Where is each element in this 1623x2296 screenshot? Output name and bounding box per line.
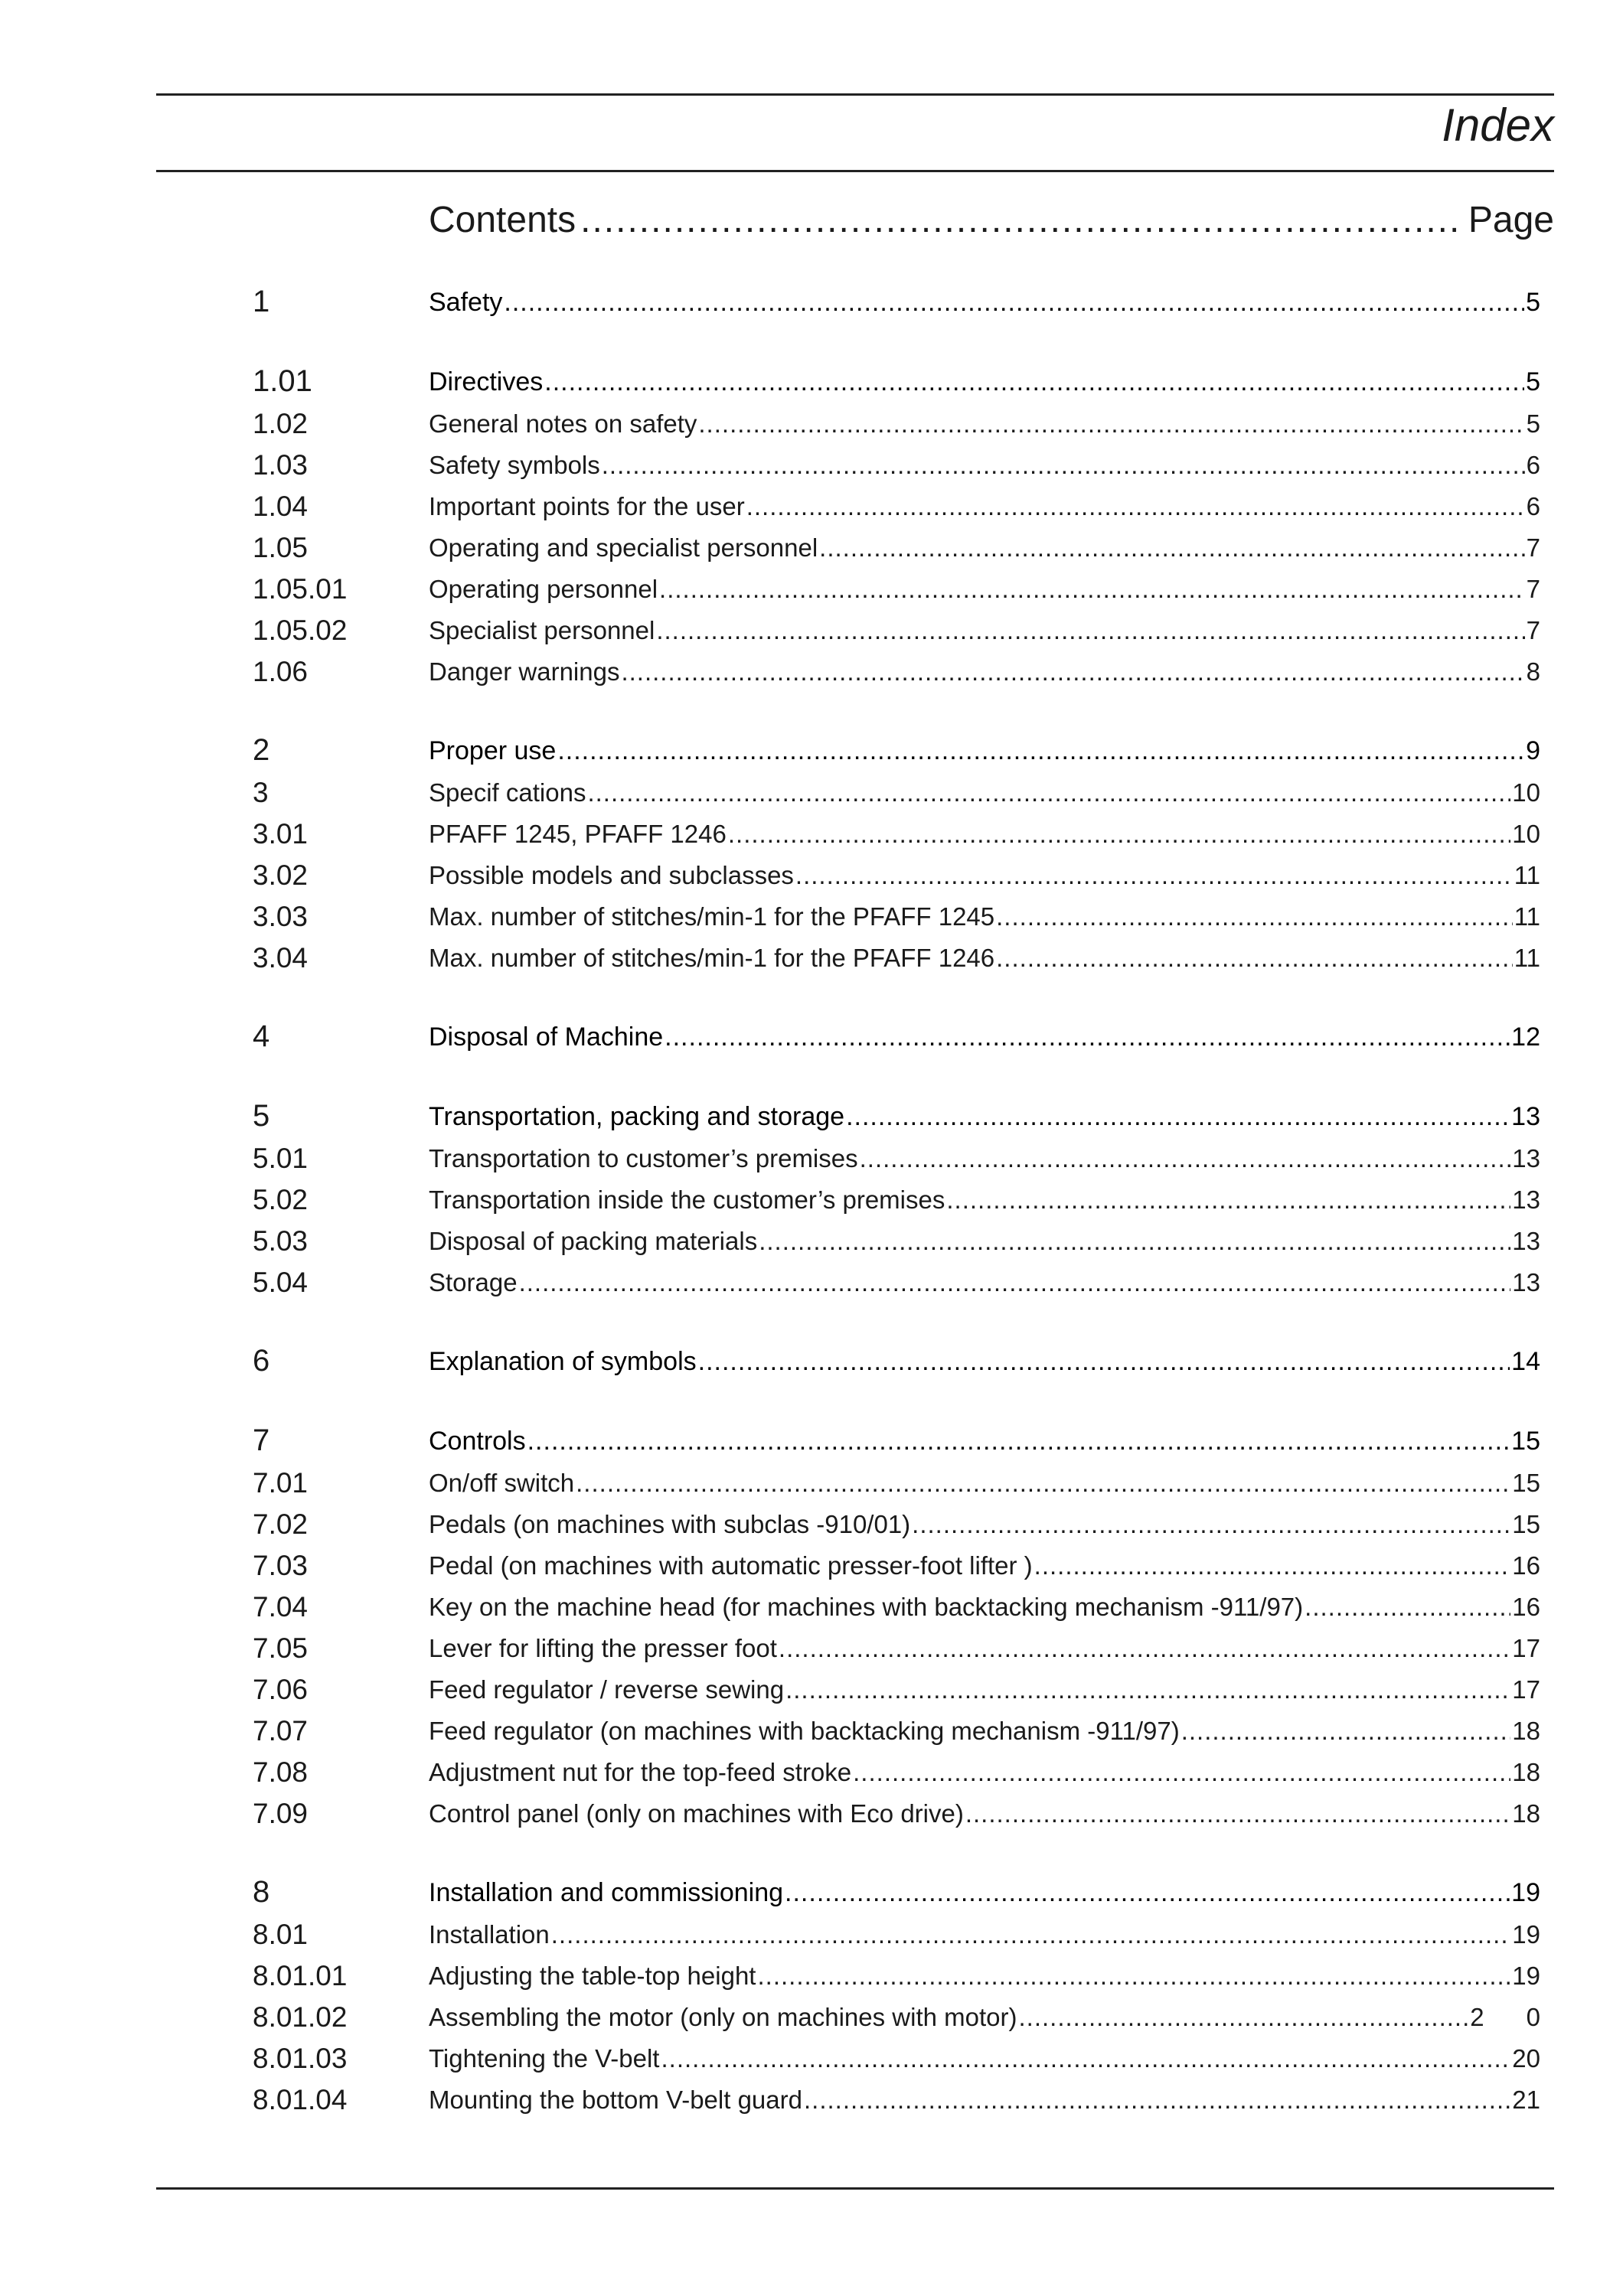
toc-entry-title: General notes on safety [429,409,697,438]
toc-entry-line [429,2045,1540,2073]
toc-entry-line [429,944,1540,972]
toc-entry-page: 5 [1526,287,1540,317]
toc-entry [0,1021,1623,1052]
toc-entry-number: 7.02 [253,1508,309,1540]
toc-entry [0,900,1623,931]
toc-entry-page: 19 [1511,1877,1540,1907]
toc-entry-line [429,452,1540,479]
toc-entry [0,1345,1623,1376]
toc-entry-line [429,534,1540,562]
toc-entry [0,407,1623,438]
toc-entry-line [429,1427,1540,1456]
toc-entry-title: Installation [429,1919,550,1949]
toc-entry [0,531,1623,562]
toc-entry-number: 1.06 [253,656,309,687]
toc-entry-page: 6 [1526,491,1540,520]
toc-entry-line [429,1228,1540,1255]
toc-entry [0,2042,1623,2073]
page-title: Index [1442,99,1554,151]
toc-entry-page: 15 [1512,1468,1540,1497]
toc-entry-leader [785,1879,1510,1907]
toc-entry-line [429,737,1540,765]
toc-entry-line [429,2004,1540,2031]
toc-entry-line [429,658,1540,686]
toc-entry-page: 11 [1514,943,1540,972]
toc-entry-number: 7.09 [253,1798,309,1829]
toc-entry-leader [785,1676,1510,1704]
toc-entry-title: Adjustment nut for the top-feed stroke [429,1757,852,1786]
toc-entry-page: 15 [1511,1426,1540,1456]
toc-entry-number: 2 [253,733,270,767]
toc-entry-page: 2 0 [1470,2002,1540,2031]
toc-entry-number: 3.04 [253,942,309,974]
toc-entry-leader [661,2045,1510,2073]
toc-entry [0,2001,1623,2031]
toc-entry-leader [519,1269,1511,1296]
toc-entry-title: Specialist personnel [429,615,655,644]
toc-entry [0,366,1623,396]
toc-entry-number: 3.01 [253,818,309,850]
toc-entry-page: 6 [1526,450,1540,479]
toc-entry-line [429,1800,1540,1828]
toc-entry-page: 11 [1514,860,1540,889]
toc-entry-number: 1.04 [253,491,309,522]
toc-entry-number: 4 [253,1019,270,1053]
toc-entry-line [429,368,1540,396]
toc-entry-number: 1.05 [253,532,309,563]
toc-entry-page: 10 [1512,778,1540,807]
toc-entry-number: 1.01 [253,364,312,398]
toc-entry-leader [804,2086,1510,2114]
toc-entry-title: On/off switch [429,1468,575,1497]
toc-entry [0,1918,1623,1949]
toc-entry-title: Important points for the user [429,491,745,520]
toc-entry [0,776,1623,807]
toc-entry [0,859,1623,889]
toc-entry-page: 12 [1511,1022,1540,1052]
toc-entry-line [429,1103,1540,1131]
toc-entry-leader [557,737,1524,765]
toc-entry-number: 7.01 [253,1467,309,1499]
toc-entry-page: 18 [1512,1757,1540,1786]
toc-entry-number: 7 [253,1424,270,1457]
toc-entry-line [429,1348,1540,1376]
toc-entry-number: 3.02 [253,859,309,891]
toc-entry-number: 1.03 [253,449,309,481]
toc-entry [0,1425,1623,1456]
toc-entry-leader [996,944,1513,972]
toc-entry-leader [602,452,1525,479]
toc-entry-title: Transportation inside the customer’s premises [429,1185,945,1214]
toc-entry-page: 14 [1511,1346,1540,1376]
toc-entry-title: Mounting the bottom V-belt guard [429,2085,802,2114]
toc-entry-number: 1 [253,285,270,318]
toc-entry-page: 21 [1512,2085,1540,2114]
toc-entry [0,1466,1623,1497]
toc-entry-line [429,1145,1540,1172]
bottom-rule [156,2187,1554,2190]
toc-entry-number: 7.06 [253,1674,309,1705]
toc-entry-title: Transportation to customer’s premises [429,1143,858,1172]
toc-entry-number: 7.04 [253,1591,309,1623]
toc-entry-title: Operating and specialist personnel [429,533,818,562]
toc-entry-line [429,410,1540,438]
toc-entry [0,1673,1623,1704]
toc-entry [0,1549,1623,1580]
toc-entry-line [429,820,1540,848]
toc-entry-line [429,617,1540,644]
toc-entry-number: 8.01.03 [253,2043,348,2074]
toc-entry [0,286,1623,317]
toc-entry-number: 5 [253,1099,270,1133]
toc-entry [0,1101,1623,1131]
toc-entry-title: Storage [429,1267,518,1296]
toc-entry-line [429,1511,1540,1538]
toc-entry-leader [779,1635,1510,1662]
toc-entry [0,1959,1623,1990]
toc-entry-page: 13 [1512,1185,1540,1214]
toc-entry-leader [846,1103,1510,1131]
toc-entry-leader [912,1511,1510,1538]
toc-entry [0,490,1623,520]
toc-entry-leader [965,1800,1510,1828]
toc-entry-line [429,2086,1540,2114]
toc-entry-leader [698,410,1524,438]
toc-entry-title: Danger warnings [429,657,620,686]
toc-entry-number: 3.03 [253,901,309,932]
toc-entry-page: 7 [1526,574,1540,603]
toc-entry-page: 10 [1512,819,1540,848]
toc-entry-title: PFAFF 1245, PFAFF 1246 [429,819,727,848]
toc-entry [0,1266,1623,1296]
toc-entry-leader [527,1427,1510,1456]
page-column-label: Page [1468,200,1554,240]
toc-entry-leader [621,658,1524,686]
toc-entry-number: 8.01 [253,1919,309,1950]
toc-entry-line [429,1593,1540,1621]
toc-entry-line [429,1717,1540,1745]
toc-entry [0,1632,1623,1662]
toc-entry-page: 18 [1512,1716,1540,1745]
toc-entry-leader [576,1469,1510,1497]
toc-entry-line [429,779,1540,807]
toc-entry-line [429,289,1540,317]
toc-entry-title: Transportation, packing and storage [429,1101,845,1131]
toc-entry-line [429,1759,1540,1786]
toc-entry-number: 5.02 [253,1184,309,1215]
toc-entry-page: 5 [1526,367,1540,396]
toc-entry-title: Operating personnel [429,574,658,603]
toc-entry-line [429,1921,1540,1949]
toc-entry-leader [665,1023,1510,1052]
toc-entry-page: 13 [1512,1143,1540,1172]
toc-entry-leader [746,493,1525,520]
toc-entry-page: 11 [1514,902,1540,931]
toc-entry-title: Proper use [429,735,557,765]
toc-entry-leader [551,1921,1511,1949]
toc-entry-number: 8.01.02 [253,2001,348,2033]
toc-entry [0,1714,1623,1745]
toc-entry-title: Disposal of Machine [429,1022,664,1052]
toc-entry-page: 16 [1512,1551,1540,1580]
toc-entry-page: 17 [1512,1633,1540,1662]
toc-entry-leader [860,1145,1511,1172]
toc-entry [0,1756,1623,1786]
toc-entry-leader [728,820,1510,848]
toc-entry-title: Adjusting the table-top height [429,1961,756,1990]
toc-entry-page: 13 [1511,1101,1540,1131]
toc-entry-title: Lever for lifting the presser foot [429,1633,777,1662]
toc-entry [0,1877,1623,1907]
toc-entry-title: Safety symbols [429,450,600,479]
toc-entry-number: 8 [253,1875,270,1909]
toc-entry-page: 16 [1512,1592,1540,1621]
toc-entry-line [429,903,1540,931]
toc-entry-leader [996,903,1513,931]
toc-entry-title: Specif cations [429,778,586,807]
toc-entry-title: Controls [429,1426,526,1456]
toc-entry-line [429,862,1540,889]
toc-entry [0,2083,1623,2114]
toc-entry-page: 13 [1512,1226,1540,1255]
toc-entry-line [429,1962,1540,1990]
toc-entry-line [429,1879,1540,1907]
toc-entry-page: 5 [1526,409,1540,438]
toc-entry [0,735,1623,765]
toc-entry-title: Safety [429,287,503,317]
toc-entry-number: 5.03 [253,1225,309,1257]
toc-entry-leader [656,617,1524,644]
toc-entry-number: 5.04 [253,1267,309,1298]
toc-entry-line [429,493,1540,520]
toc-entry-number: 1.05.02 [253,615,348,646]
toc-entry-leader [795,862,1513,889]
toc-entry-number: 8.01.01 [253,1960,348,1991]
toc-entry-leader [1018,2004,1468,2031]
toc-entry-title: Pedal (on machines with automatic presser-foot lifter ) [429,1551,1033,1580]
toc-entry [0,1797,1623,1828]
toc-entry-number: 7.07 [253,1715,309,1746]
toc-entry-line [429,1676,1540,1704]
toc-entry-page: 7 [1526,615,1540,644]
toc-entry-title: Directives [429,367,544,396]
toc-entry-title: Assembling the motor (only on machines with motor) [429,2002,1017,2031]
toc-entry-leader [1305,1593,1510,1621]
toc-entry [0,941,1623,972]
toc-entry-number: 3 [253,777,269,808]
toc-entry-title: Installation and commissioning [429,1877,784,1907]
toc-entry-leader [759,1228,1510,1255]
toc-entry-number: 5.01 [253,1143,309,1174]
toc-entry-page: 20 [1512,2043,1540,2073]
toc-entry-page: 7 [1526,533,1540,562]
toc-entry-leader [504,289,1524,317]
toc-entry-line [429,1552,1540,1580]
toc-entry-title: Feed regulator / reverse sewing [429,1675,785,1704]
toc-entry-leader [853,1759,1510,1786]
toc-entry-page: 8 [1526,657,1540,686]
toc-entry [0,614,1623,644]
toc-entry-line [429,1269,1540,1296]
toc-entry [0,1590,1623,1621]
toc-entry-title: Key on the machine head (for machines with backtacking mechanism -911/97) [429,1592,1304,1621]
contents-label: Contents [429,200,576,240]
toc-entry-title: Explanation of symbols [429,1346,697,1376]
toc-entry-line [429,1186,1540,1214]
toc-entry-number: 8.01.04 [253,2084,348,2115]
toc-entry-title: Tightening the V-belt [429,2043,660,2073]
toc-entry-line [429,1635,1540,1662]
toc-entry-number: 1.02 [253,408,309,439]
toc-entry-title: Possible models and subclasses [429,860,794,889]
toc-entry-leader [544,368,1524,396]
toc-entry-title: Pedals (on machines with subclas -910/01) [429,1509,911,1538]
toc-entry [0,1225,1623,1255]
toc-entry-number: 7.08 [253,1756,309,1788]
toc-entry-line [429,576,1540,603]
toc-entry-page: 17 [1512,1675,1540,1704]
toc-entry-leader [698,1348,1510,1376]
toc-entry-leader [659,576,1525,603]
toc-entry-number: 7.05 [253,1632,309,1664]
toc-entry [0,572,1623,603]
toc-entry-page: 13 [1512,1267,1540,1296]
toc-entry-leader [1181,1717,1511,1745]
toc-entry-title: Control panel (only on machines with Eco drive) [429,1799,964,1828]
toc-entry-leader [946,1186,1510,1214]
toc-entry-title: Disposal of packing materials [429,1226,758,1255]
toc-entry-number: 6 [253,1344,270,1378]
toc-entry-title: Max. number of stitches/min-1 for the PFAFF 1245 [429,902,995,931]
toc-entry [0,1508,1623,1538]
toc-entry-number: 7.03 [253,1550,309,1581]
toc-entry-leader [587,779,1510,807]
toc-entry [0,1183,1623,1214]
toc-entry-page: 9 [1526,735,1540,765]
toc-entry [0,1142,1623,1172]
toc-entry-title: Feed regulator (on machines with backtacking mechanism -911/97) [429,1716,1180,1745]
toc-entry-page: 19 [1512,1961,1540,1990]
toc-entry [0,448,1623,479]
toc-entry [0,817,1623,848]
toc-entry-number: 1.05.01 [253,573,348,605]
toc-entry-leader [819,534,1524,562]
toc-entry-leader [757,1962,1510,1990]
toc-entry-page: 15 [1512,1509,1540,1538]
toc-entry-line [429,1469,1540,1497]
toc-entry-page: 18 [1512,1799,1540,1828]
toc-entry-title: Max. number of stitches/min-1 for the PFAFF 1246 [429,943,995,972]
toc-entry-page: 19 [1512,1919,1540,1949]
toc-entry [0,655,1623,686]
toc-entry-leader [1034,1552,1511,1580]
toc-entry-line [429,1023,1540,1052]
